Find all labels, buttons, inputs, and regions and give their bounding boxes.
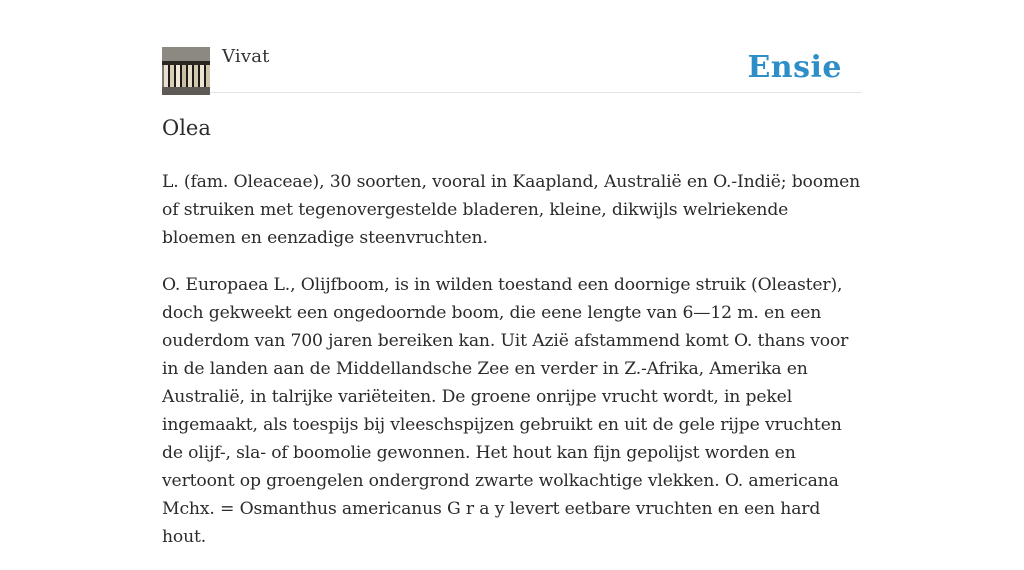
- entry-paragraph: L. (fam. Oleaceae), 30 soorten, vooral in Kaapland, Australië en O.-Indië; boomen of struiken met tegenovergestelde bladeren, kleine, dikwijls welriekende bloemen en eenzadige steenvruchten.: [162, 172, 861, 248]
- book-spines-icon: [162, 47, 210, 95]
- source-name[interactable]: Vivat: [222, 46, 270, 67]
- entry-body: [162, 168, 866, 570]
- header: [162, 46, 862, 93]
- entry-title: Olea: [162, 116, 211, 140]
- entry-paragraph: O. Europaea L., Olijfboom, is in wilden toestand een doornige struik (Oleaster), doch gekweekt een ongedoornde boom, die eene lengte van 6—12 m. en een ouderdom van 700 jaren bereiken kan. Uit Azië afstammend komt O. thans voor in de landen aan de Middellandsche Zee en verder in Z.-Afrika, Amerika en Australië, in talrijke variëteiten. De groene onrijpe vrucht wordt, in pekel ingemaakt, als toespijs bij vleeschspijzen gebruikt en uit de gele rijpe vruchten de olijf-, sla- of boomolie gewonnen. Het hout kan fijn gepolijst worden en vertoont op groengelen ondergrond zwarte wolkachtige vlekken. O. americana Mchx. = Osmanthus americanus G r a y levert eetbare vruchten en een hard hout.: [162, 275, 849, 547]
- brand-logo[interactable]: Ensie: [747, 50, 842, 85]
- source-avatar[interactable]: [162, 47, 210, 95]
